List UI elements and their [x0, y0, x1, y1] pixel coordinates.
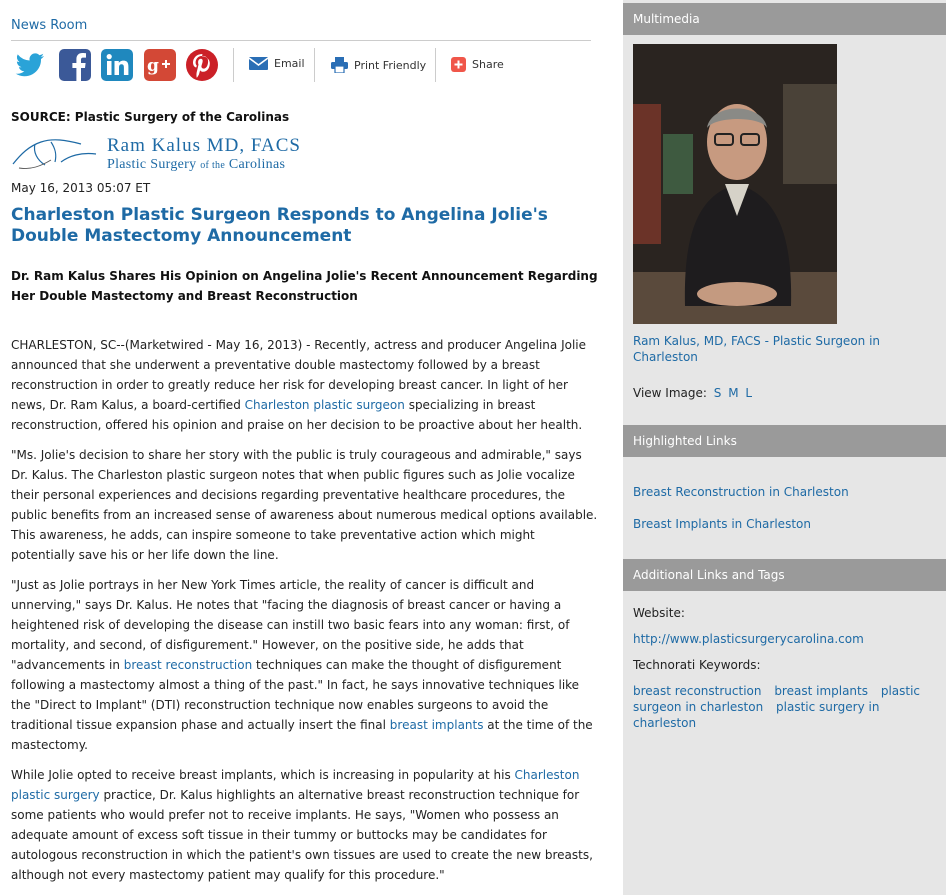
logo-line-2a: Plastic Surgery — [107, 157, 197, 172]
release-body — [11, 335, 601, 895]
google-plus-icon[interactable] — [143, 48, 177, 82]
keyword-tags — [633, 683, 933, 731]
image-size-small[interactable]: S — [713, 386, 722, 400]
release-source: SOURCE: Plastic Surgery of the Carolinas — [11, 110, 290, 124]
surgeon-portrait-image — [633, 44, 837, 324]
twitter-icon[interactable] — [13, 48, 47, 82]
plus-share-icon — [451, 57, 466, 72]
paragraph-text: "Just as Jolie portrays in her New York Times article, the reality of cancer is difficult and unnerving," says Dr. Kalus. He notes that "facing the diagnosis of breast cancer or having a heightened risk of developing the disease can instill two basic fears into any woman: first, of mortality, and second, of disfigurement." However, on the positive side, he adds that "advancements in — [11, 578, 570, 672]
sidebar — [623, 0, 946, 895]
paragraph-text: at the time of the mastectomy. — [11, 718, 593, 752]
breast-reconstruction-charleston-link[interactable]: Breast Reconstruction in Charleston — [633, 485, 849, 499]
share-label: Share — [472, 58, 504, 71]
breast-implants-link[interactable]: breast implants — [389, 718, 484, 732]
svg-text:g: g — [147, 56, 159, 76]
envelope-icon — [249, 57, 268, 70]
breast-implants-charleston-link[interactable]: Breast Implants in Charleston — [633, 517, 811, 531]
keyword-tag[interactable]: breast implants — [774, 684, 868, 698]
view-image-label: View Image: — [633, 386, 707, 400]
facebook-icon[interactable] — [58, 48, 92, 82]
paragraph-text: practice, Dr. Kalus highlights an alternative breast reconstruction technique for some patients who would prefer not to receive implants. He says, "Women who possess an adequate amount of excess soft tissue in their tummy or buttocks may be candidates for autologous reconstruction in which the patient's own tissues are used to create the new breasts, although not every mastectomy patient may qualify for this procedure." — [11, 788, 593, 882]
paragraph — [11, 765, 601, 885]
release-subtitle: Dr. Ram Kalus Shares His Opinion on Angelina Jolie's Recent Announcement Regarding Her Double Mastectomy and Breast Reconstruction — [11, 269, 598, 303]
image-size-medium[interactable]: M — [728, 386, 739, 400]
keyword-tag[interactable]: breast reconstruction — [633, 684, 762, 698]
toolbar-separator — [233, 48, 234, 82]
release-date: May 16, 2013 05:07 ET — [11, 181, 151, 195]
surgeon-photo[interactable] — [633, 44, 837, 324]
paragraph-text: While Jolie opted to receive breast implants, which is increasing in popularity at his — [11, 768, 515, 782]
image-size-large[interactable]: L — [745, 386, 753, 400]
keyword-tag[interactable]: plastic surgeon in charleston — [633, 684, 921, 714]
logo-line-2c: Carolinas — [228, 157, 286, 172]
linkedin-icon[interactable] — [100, 48, 134, 82]
toolbar-separator — [435, 48, 436, 82]
photo-caption-link[interactable]: Ram Kalus, MD, FACS - Plastic Surgeon in Charleston — [633, 334, 881, 364]
svg-text:Plastic Surgery of the — [107, 157, 285, 172]
paragraph — [11, 575, 601, 755]
website-url-link[interactable]: http://www.plasticsurgerycarolina.com — [633, 632, 864, 646]
paragraph-text: CHARLESTON, SC--(Marketwired - May 16, 2013) - Recently, actress and producer Angelina Jolie announced that she underwent a preventative double mastectomy followed by a breast reconstruction in order to greatly reduce her risk for developing breast cancer. In light of her news, Dr. Ram Kalus, a board-certified — [11, 338, 587, 412]
paragraph-text: specializing in breast reconstruction, offered his opinion and praise on her decision to be proactive about her health. — [11, 398, 583, 432]
printer-icon — [331, 57, 348, 73]
share-button[interactable] — [451, 57, 504, 72]
print-label: Print Friendly — [354, 58, 427, 72]
news-room-link[interactable]: News Room — [11, 18, 88, 33]
print-button[interactable] — [331, 57, 426, 73]
release-title: Charleston Plastic Surgeon Responds to Angelina Jolie's Double Mastectomy Announcement — [11, 205, 548, 246]
additional-links-heading: Additional Links and Tags — [623, 559, 946, 591]
divider — [11, 40, 591, 41]
website-label: Website: — [633, 606, 685, 620]
paragraph: "Ms. Jolie's decision to share her story with the public is truly courageous and admirable," says Dr. Kalus. The Charleston plastic surgeon notes that when public figures such as Jolie vocalize their personal experiences and decisions regarding preventative healthcare procedures, the public benefits from an increased sense of awareness about numerous medical options available. This awareness, he adds, can inspire someone to take preventative action which might potentially save his or her life down the line. — [11, 448, 598, 562]
logo-line-2b: of the — [200, 160, 226, 171]
keyword-tag[interactable]: plastic surgery in charleston — [633, 700, 880, 730]
paragraph-text: techniques can make the thought of disfigurement following a mastectomy almost a thing of the past." In fact, he says innovative techniques like the "Direct to Implant" (DTI) reconstruction technique now enables surgeons to avoid the traditional tissue expansion phase and actually insert the final — [11, 658, 580, 732]
paragraph — [11, 335, 601, 435]
charleston-plastic-surgeon-link[interactable]: Charleston plastic surgeon — [244, 398, 405, 412]
share-toolbar — [11, 46, 601, 84]
email-label: Email — [274, 57, 305, 70]
email-button[interactable] — [249, 57, 305, 70]
breast-reconstruction-link[interactable]: breast reconstruction — [123, 658, 253, 672]
view-image-row — [633, 385, 752, 401]
charleston-plastic-surgery-link[interactable]: Charleston plastic surgery — [11, 768, 580, 802]
pinterest-icon[interactable] — [185, 48, 219, 82]
highlighted-links-heading: Highlighted Links — [623, 425, 946, 457]
company-logo — [11, 132, 321, 174]
logo-line-1: Ram Kalus MD, FACS — [107, 135, 301, 156]
toolbar-separator — [314, 48, 315, 82]
technorati-keywords-label: Technorati Keywords: — [633, 658, 761, 672]
multimedia-heading: Multimedia — [623, 3, 946, 35]
